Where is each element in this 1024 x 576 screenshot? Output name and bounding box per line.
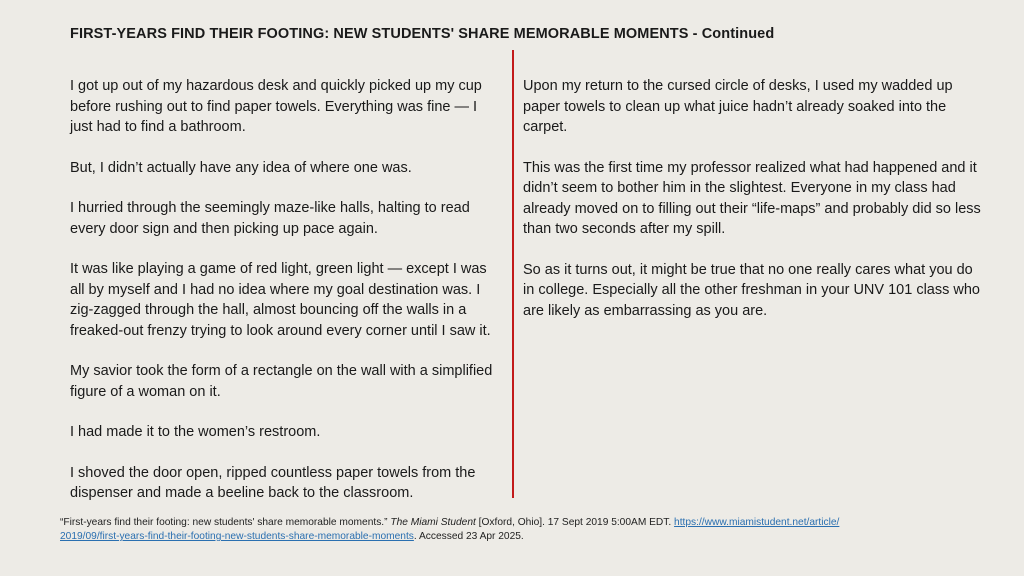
paragraph: So as it turns out, it might be true that no one really cares what you do in college. Especially all the other freshman in your UNV 101 class who are likely as embarrassing as you are. [523,261,980,319]
paragraph: I had made it to the women’s restroom. [70,424,321,440]
paragraph: I shoved the door open, ripped countless paper towels from the dispenser and made a beeline back to the classroom. [70,464,476,501]
citation-suffix: . Accessed 23 Apr 2025. [413,531,524,542]
citation-publication: The Miami Student [390,517,476,528]
paragraph: My savior took the form of a rectangle on the wall with a simplified figure of a woman on it. [70,363,493,400]
page-title: FIRST-YEARS FIND THEIR FOOTING: NEW STUDENTS' SHARE MEMORABLE MOMENTS - Continued [70,26,775,42]
paragraph: Upon my return to the cursed circle of desks, I used my wadded up paper towels to clean up what juice hadn’t already soaked into the carpet. [523,78,953,135]
citation-details: [Oxford, Ohio]. 17 Sept 2019 5:00AM EDT. [475,517,675,528]
paragraph: It was like playing a game of red light, green light — except I was all by myself and I had no idea where my goal destination was. I zig-zagged through the hall, almost bouncing off the walls in a freaked-out frenzy trying to look around every corner until I saw it. [70,261,491,339]
right-column [523,76,983,341]
column-divider [512,50,514,498]
paragraph: This was the first time my professor realized what had happened and it didn’t seem to bother him in the slightest. Everyone in my class had already moved on to filling out their “life-maps” and probably did so less than two seconds after my spill. [523,159,981,237]
paragraph: But, I didn’t actually have any idea of where one was. [70,159,412,176]
paragraph: I got up out of my hazardous desk and quickly picked up my cup before rushing out to find paper towels. Everything was fine — I just had to find a bathroom. [70,78,482,135]
citation-prefix: “First-years find their footing: new students' share memorable moments.” [60,517,391,528]
left-column [70,76,502,524]
citation-link[interactable]: https://www.miamistudent.net/article/ 2019/09/first-years-find-their-footing-new-students-share-memorable-moments [60,517,840,542]
paragraph: I hurried through the seemingly maze-like halls, halting to read every door sign and then picking up pace again. [70,200,470,237]
citation [60,516,960,544]
